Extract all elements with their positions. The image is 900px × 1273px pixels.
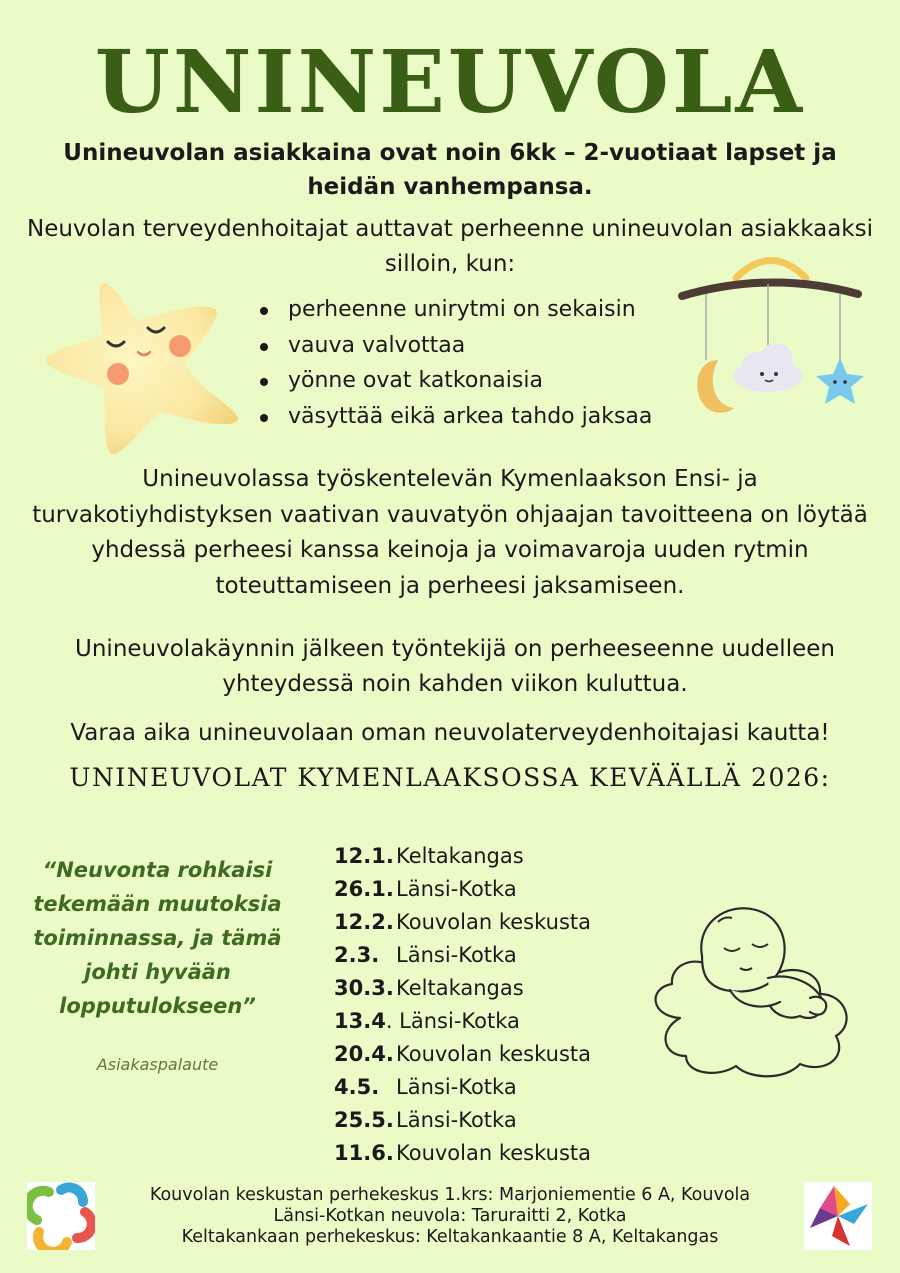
schedule-date: 25.5. (334, 1108, 394, 1132)
bullet-item: vauva valvottaa (258, 328, 698, 364)
address-block (100, 1185, 800, 1248)
bullet-item: väsyttää eikä arkea tahdo jaksaa (258, 399, 698, 435)
schedule-place: Kouvolan keskusta (396, 1042, 591, 1066)
schedule-place: Länsi-Kotka (396, 1108, 517, 1132)
booking-text: Varaa aika unineuvolaan oman neuvolaterveydenhoitajasi kautta! (70, 720, 830, 746)
schedule-row (334, 1071, 644, 1104)
intro-bold-text: Unineuvolan asiakkaina ovat noin 6kk – 2-vuotiaat lapset ja heidän vanhempansa. (63, 140, 837, 200)
organization-logo-left (27, 1182, 95, 1250)
schedule-date: 4.5. (334, 1075, 380, 1099)
schedule-row (334, 1104, 644, 1137)
sleeping-baby-icon (640, 898, 870, 1078)
schedule-row (334, 840, 644, 873)
schedule-date: 13.4 (334, 1009, 386, 1033)
schedule-date: 12.2. (334, 910, 394, 934)
intro-text: Neuvolan terveydenhoitajat auttavat perheenne unineuvolan asiakkaaksi silloin, kun: (27, 216, 873, 277)
schedule-place: Kouvolan keskusta (396, 910, 591, 934)
schedule-row (334, 1137, 644, 1170)
address-line: Kouvolan keskustan perhekeskus 1.krs: Marjoniementie 6 A, Kouvola (149, 1185, 751, 1205)
schedule-place: . Länsi-Kotka (385, 1009, 520, 1033)
bullet-item: perheenne unirytmi on sekaisin (258, 292, 698, 328)
schedule-place: Länsi-Kotka (396, 877, 517, 901)
organization-logo-right (804, 1182, 872, 1250)
baby-mobile-icon (676, 248, 876, 428)
bullet-item: yönne ovat katkonaisia (258, 363, 698, 399)
page-title: UNINEUVOLA (94, 32, 806, 133)
schedule-date: 30.3. (334, 976, 394, 1000)
schedule-row (334, 906, 644, 939)
schedule-place: Kouvolan keskusta (396, 1141, 591, 1165)
schedule-place: Keltakangas (396, 976, 524, 1000)
address-line: Keltakankaan perhekeskus: Keltakankaantie 8 A, Keltakangas (181, 1227, 719, 1247)
customer-quote: “Neuvonta rohkaisi tekemään muutoksia toiminnassa, ja tämä johti hyvään lopputulokseen” (33, 858, 282, 1018)
schedule-date: 20.4. (334, 1042, 394, 1066)
schedule-row (334, 972, 644, 1005)
schedule-row (334, 873, 644, 906)
sleeping-star-icon (40, 270, 255, 460)
bullet-list (258, 292, 698, 434)
schedule-date: 12.1. (334, 844, 394, 868)
description-paragraph: Unineuvolassa työskentelevän Kymenlaakson Ensi- ja turvakotiyhdistyksen vaativan vauvatyön ohjaajan tavoitteena on löytää yhdessä perheesi kanssa keinoja ja voimavaroja uuden rytmin toteuttamiseen ja perheesi jaksamiseen. (32, 466, 868, 599)
schedule-row (334, 939, 644, 972)
schedule-place: Keltakangas (396, 844, 524, 868)
schedule-list (334, 840, 644, 1170)
schedule-place: Länsi-Kotka (396, 1075, 517, 1099)
schedule-date: 11.6. (334, 1141, 394, 1165)
follow-up-paragraph: Unineuvolakäynnin jälkeen työntekijä on perheeseenne uudelleen yhteydessä noin kahden viikon kuluttua. (75, 636, 835, 697)
schedule-date: 2.3. (334, 943, 380, 967)
schedule-row (334, 1038, 644, 1071)
schedule-place: Länsi-Kotka (396, 943, 517, 967)
schedule-row (334, 1005, 644, 1038)
schedule-heading: UNINEUVOLAT KYMENLAAKSOSSA KEVÄÄLLÄ 2026: (69, 763, 831, 792)
address-line: Länsi-Kotkan neuvola: Taruraitti 2, Kotka (273, 1206, 627, 1226)
quote-source: Asiakaspalaute (96, 1055, 219, 1074)
schedule-date: 26.1. (334, 877, 394, 901)
